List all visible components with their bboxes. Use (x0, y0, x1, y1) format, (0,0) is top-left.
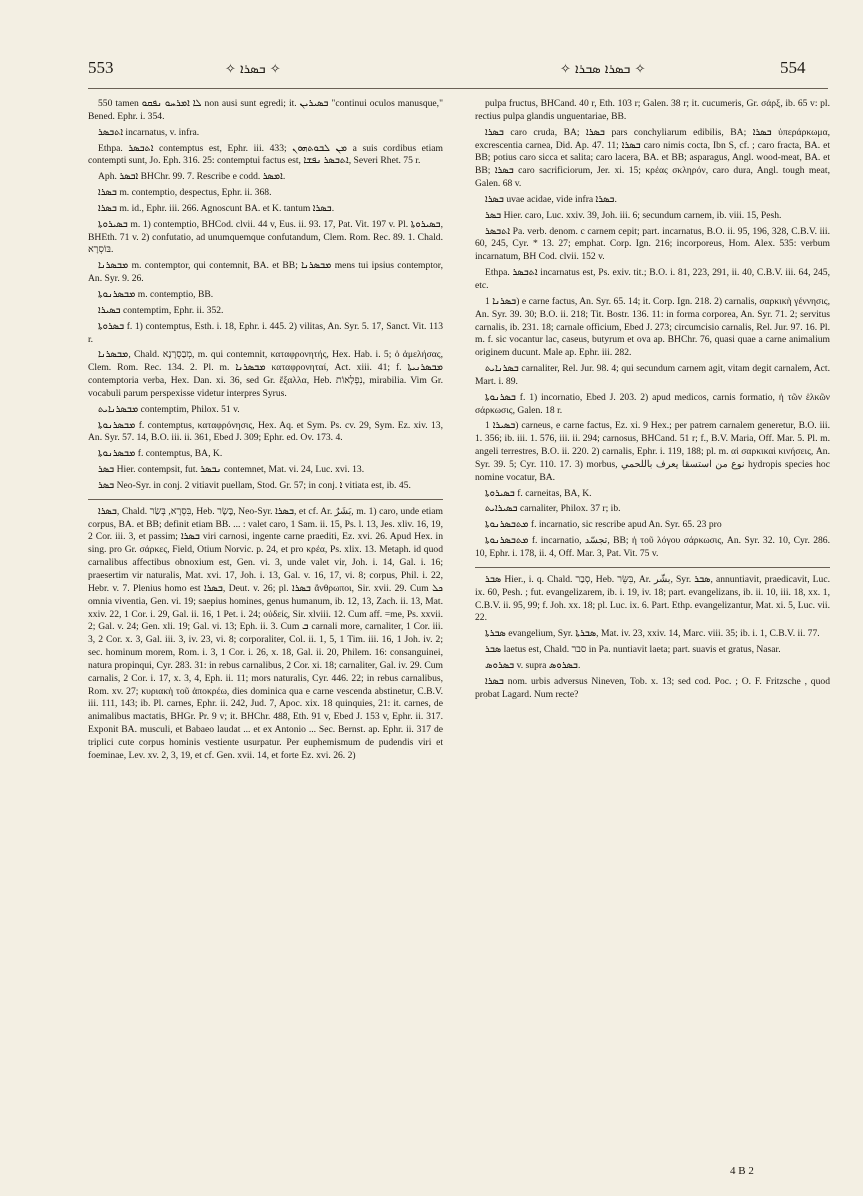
dictionary-entry: Ethpa. ܐܬܒܣܪ incarnatus est, Ps. exiv. tit.; B.O. i. 81, 223, 291, ii. 40, C.B.V. iii. 64, 245, etc. (475, 267, 830, 291)
dictionary-entry: ܒܣܝܪܘܬܐ f. carneitas, BA, K. (485, 487, 592, 499)
right-column (475, 98, 830, 704)
dictionary-entry: ܒܣܪܢܘܬܐ f. 1) incornatio, Ebed J. 203. 2) apud medicos, carnis formatio, ἡ τῶν ἑλκῶν σάρκωσις, Galen. 18 r. (475, 391, 830, 416)
right-top-entries (475, 98, 830, 561)
dictionary-entry: ܒܣܪܐ m. contemptio, despectus, Ephr. ii. 368. (98, 187, 272, 199)
left-column (88, 98, 443, 766)
dictionary-entry: pulpa fructus, BHCand. 40 r, Eth. 103 r; Galen. 38 r; it. cucumeris, Gr. σάρξ, ib. 65 v: pl. rectius pulpa glandis unguentariae, BB. (475, 98, 830, 122)
dictionary-entry: ܒܣܝܪܘܬܐ m. 1) contemptio, BHCod. clvii. 44 v, Eus. ii. 93. 17, Pat. Vit. 197 v. Pl. ܒܣܝܪܘܬܐ, BHEth. 71 v. 2) confutatio, ad unumquemque confutandum, Clem. Rom. Rec. 89. 1. Chald. בּוֹסְרָא. (88, 218, 443, 256)
dictionary-entry: 550 tamen ܠܐ ܐܡܪܚܘ ܢܦܩܘ non ausi sunt egredi; it. ܒܣܝܪܝܢ "continui oculos manusque," Bened. Ephr. i. 354. (88, 98, 443, 122)
dictionary-entry: ܒܣܝܪܐ contemptim, Ephr. ii. 352. (98, 304, 224, 316)
dictionary-entry: ܒܣܝܪܐܝܬ carnaliter, Philox. 37 r; ib. (485, 503, 621, 515)
dictionary-entry: ܒܣܪܢܐܝܬ carnaliter, Rel. Jur. 98. 4; qui secundum carnem agit, vitam degit carnalem, Act. Mart. i. 89. (475, 363, 830, 387)
dictionary-entry: ܒܣܝܪܐ 1) carneus, e carne factus, Ez. xi. 9 Hex.; per patrem carnalem generetur, B.O. iii. 1. 356; ib. iii. 1. 576, iii. ii. 294; carnosus, BHCand. 51 r; f., B.V. Maria, Off. Mar. 5. Pl. m. angeli terrestres, B.O. ii. 220. 2) carnalis, Ephr. i. 119, 188; pl. m. αἱ σαρκικαὶ κινήσεις, An. Syr. 39. 5; Cyr. 110. 17. 3) morbus, نوع من استسقا يعرف باللحمي hydropis species hoc nomine vocatur, BA. (475, 420, 830, 483)
header-rule (88, 88, 828, 89)
running-head-left: ✧ ܒܣܪܐ ✧ (225, 62, 281, 77)
dictionary-entry: ܐܬܒܣܪ incarnatus, v. infra. (98, 126, 200, 138)
dictionary-entry: ܒܣܪ Hier. contempsit, fut. ܢܒܣܪ contemnet, Mat. vi. 24, Luc. xvi. 13. (98, 464, 365, 476)
dictionary-entry: ܒܣܪ Neo-Syr. in conj. 2 vitiavit puellam, Stod. Gr. 57; in conj. ܐ vitiata est, ib. 45. (98, 479, 411, 491)
dictionary-entry: ܐܬܒܣܪ Pa. verb. denom. c carnem cepit; part. incarnatus, B.O. ii. 95, 196, 328, C.B.V. iii. 60, 245, Cyr. * 13. 27; emphat. Corp. Ign. 216; incorporeus, Hom. Alex. 535: verbum incarnatum, BH Cod. clvii. 152 v. (475, 225, 830, 263)
dictionary-entry: ܣܒܪܬܐ evangelium, Syr. ܣܒܪܬܐ, Mat. iv. 23, xxiv. 14, Marc. viii. 35; ib. i. 1, C.B.V. ii. 77. (485, 628, 820, 640)
dictionary-entry: ܒܣܪܘܬܐ f. 1) contemptus, Esth. i. 18, Ephr. i. 445. 2) vilitas, An. Syr. 5. 17, Sanct. Vit. 113 r. (88, 320, 443, 345)
signature-mark: 4 B 2 (730, 1165, 754, 1177)
dictionary-entry: ܡܬܒܣܪܢܘܬܐ f. incarnatio, تجسّد, BB; ἡ τοῦ λόγου σάρκωσις, An. Syr. 32. 10, Cyr. 286. 10, Ephr. i. 178, ii. 4, Off. Mar. 3, Pat. Vit. 75 v. (475, 535, 830, 559)
dictionary-entry: ܣܒܪ laetus est, Chald. סבר in Pa. nuntiavit laeta; part. suavis et gratus, Nasar. (485, 644, 781, 656)
dictionary-entry: ܒܣܪܘܣ v. supra ܒܣܪܘܣ. (485, 659, 581, 671)
dictionary-entry: ܡܒܣܪܢܐ m. contemptor, qui contemnit, BA. et BB; ܡܒܣܪܢܐ mens tui ipsius contemptor, An. Syr. 9. 26. (88, 260, 443, 285)
dictionary-entry: ܡܒܣܪܢܐ, Chald. מְבַסְרָנָא, m. qui contemnit, καταφρονητής, Hex. Hab. i. 5; ὁ ἀμελήσας, Clem. Rom. Rec. 134. 2. Pl. m. ܡܒܣܪܢܐ καταφρονηταί, Act. xiii. 41; f. ܡܒܣܪܢܝܬܐ contemptoria verba, Hex. Dan. xi. 36, sed Gr. ἔξαλλα, Heb. נִפְלָאוֹת, mirabilia. Vim Gr. vocabuli parum perspexisse videtur interpres Syrus. (88, 349, 443, 399)
dictionary-entry: ܒܣܪܐ m. id., Ephr. iii. 266. Agnoscunt BA. et K. tantum ܒܣܪܐ. (98, 202, 335, 214)
left-top-entries (88, 98, 443, 493)
dictionary-entry: ܡܬܒܣܪܢܘܬܐ f. incarnatio, sic rescribe apud An. Syr. 65. 23 pro (485, 519, 722, 531)
running-head-right: ✧ ܒܣܪܐ ܣܒܪܐ ✧ (560, 62, 646, 77)
right-bottom-entries (475, 574, 830, 702)
page-number-right: 554 (780, 58, 806, 77)
left-section-divider (88, 499, 443, 500)
dictionary-entry: ܡܒܣܪܢܐܝܬ contemptim, Philox. 51 v. (98, 403, 240, 415)
dictionary-entry: ܒܣܪܐ uvae acidae, vide infra ܒܣܪܐ. (485, 193, 617, 205)
dictionary-entry: ܣܒܪ Hier., i. q. Chald. סְבַר, Heb. בִּשֵּׂר, Ar. بشّر, Syr. ܣܒܪ, annuntiavit, praedicavit, Luc. ix. 60, Pesh. ; fut. evangelizarem, ib. i. 19, iv. 18; part. evangelizans, ib. ii. 10, iii. 18, xx. 1, C.B.V. ii. 95, 99; f. Joh. xx. 18; pl. Luc. ix. 6. Part. Ethp. evangelizantur, Mat. xi. 5, Luc. vii. 22. (475, 573, 830, 624)
dictionary-entry: ܒܣܪܢܐ 1) e carne factus, An. Syr. 65. 14; it. Corp. Ign. 218. 2) carnalis, σαρκικὴ γέννησις, An. Syr. 39. 30; B.O. ii. 218; Tit. Bostr. 136. 11: in forma corporea, An. Syr. 71. 2; servitus carnalis, ib. 231. 18; carnale officium, Ebed J. 273; circumcisio carnalis, Rel. Jur. 97. 16. Pl. m. f. sic vocantur lac, caseus, butyrum et ova ap. BHChr. 76, quasi quae a carne animalium originem ducunt. Male ap. Ephr. iii. 282. (475, 295, 831, 359)
dictionary-entry: ܡܒܣܪܢܘܬܐ f. contemptus, καταφρόνησις, Hex. Aq. et Sym. Ps. cv. 29, Sym. Ez. xiv. 13, An. Syr. 57. 14, B.O. iii. ii. 361, Ebed J. 309; Ephr. ed. Ov. 173. 4. (88, 419, 443, 444)
dictionary-entry: ܡܒܣܪܢܘܬܐ m. contemptio, BB. (98, 288, 214, 300)
dictionary-entry: Ethpa. ܐܬܒܣܪ contemptus est, Ephr. iii. 433; ܡܢ ܠܒܘܬܗܘܢ a suis cordibus etiam contempti sunt, Jo. Eph. 316. 25: contemptui factus est, ܐܬܒܣܪ ܢܦܫܐ, Severi Rhet. 75 r. (88, 142, 443, 167)
dictionary-entry: ܡܒܣܪܢܘܬܐ f. contemptus, BA, K. (98, 448, 223, 460)
right-section-divider (475, 567, 830, 568)
dictionary-entry: ܒܣܪܐ caro cruda, BA; ܒܣܪܐ pars conchyliarum edibilis, BA; ܒܣܪܐ ὑπεράρκωμα, excrescentia carnea, Did. Ap. 47. 11; ܒܣܪܐ caro nimis cocta, Ibn S, cf. ; caro fracta, BA. et BB; potius caro sicca et salita; caro lacera, BA. et BB; asparagus, Angl. wood-meat, BA. et BB; ܒܣܪܐ caro sacrificiorum, Jer. xi. 15; κρέας σκληρόν, caro dura, Angl. tough meat, Galen. 68 v. (475, 126, 830, 190)
dictionary-entry: Aph. ܐܒܣܪ BHChr. 99. 7. Rescribe e codd. ܐܡܣܪ. (98, 171, 286, 183)
dictionary-entry: ܒܣܪܐ nom. urbis adversus Nineven, Tob. x. 13; sed cod. Poc. ; O. F. Fritzsche , quod probat Lagard. Num recte? (475, 675, 830, 700)
dictionary-entry: ܒܣܪܐ, Chald. בִּסְרָא, בְּשַׂר, Heb. בָּשָׂר, Neo-Syr. ܒܣܪܐ, et cf. Ar. بَشَرٌ, m. 1) caro, unde etiam corpus, BA. et BB; definit etiam BB. ... : valet caro, 1 Sam. ii. 15, Ps. l. 13, Jes. xliv. 16, 19, 2 Cor. iii. 3, et passim; ܒܣܪܐ viri carnosi, ingente carne praediti, Ez. xvi. 26. Apud Hex. in sing. pro Gr. σάρκες, Field, Otium Norvic. p. 24, et pro κρέα, Ps. xlix. 13. Metaph. id quod carnalibus affectibus obnoxium est, Gen. vi. 3, unde valet vir, Joh. i. 14, Gal. i. 16; praesertim vir naturalis, Mat. xvi. 17, Joh. i. 13, Gal. v. 16, 17, vi. 8; corpus, Phil. i. 22, Hebr. v. 7. Plenius homo est ܒܣܪܐ, Deut. v. 26; pl. ܒܣܪܐ ἄνθρωποι, Sir. xvii. 29. Cum ܟܠ omnia viventia, Gen. vi. 19; saepius homines, genus humanum, ib. 12, 13, Zach. ii. 13, Mat. xxiv. 22, 1 Cor. i. 29, Gal. ii. 16, 1 Pet. i. 24; οὐδείς, Sir. xlviii. 12. Cum aff. =me, Ps. xxvii. 2; Gal. v. 24; Gen. xli. 19; Gal. vi. 13; Eph. ii. 3. Cum ܒ carnali more, carnaliter, 1 Cor. iii. 3, 2 Cor. x. 3, Gal. iii. 3, iv. 23, vi. 8; corporaliter, Col. ii. 1, 5, 1 Tim. iii. 16, 1 Joh. iv. 2; sec. hominum morem, Rom. i. 3, 1 Cor. i. 26, x. 18, Gal. ii. 20, Philem. 16: consanguinei, natura propinqui, Cyr. 283. 31: in rebus carnalibus, 2 Cor. xi. 18; carnaliter, Gal. iv. 29. Cum carnalis, 2 Cor. i. 17, x. 3, 4, Eph. ii. 11; mors naturalis, Cyr. 446. 22; in rebus carnalibus, Rom. xv. 27; κυριακὴ τοῦ ἀποκρέω, dies dominica qua e carne vescenda abstinetur, C.B.V. iii. 111, 143; ib. Pl. carnes, Ephr. ii. 242, Jud. 7, Apoc. xix. 18 quinquies, 21: it. carnes, de animalibus mactatis, BHGr. Pr. 9 v; it. BHChr. 488, Eth. 91 v, Ebed J. 153 v, Ephr. ii. 317. Exponit BA. musculi, et Babaeo laudat ... et ex Antonio ... Sec. Bernst. ap. Ephr. ii. 317 de triplici cute corpus hominis vestiente usurpatur. Per euphemismum de pudendis viri et foeminae, Lev. xv. 2, 3, 19, et cf. Gen. xvii. 14, et forte Ez. xvi. 26. 2) (88, 505, 444, 761)
page-number-left: 553 (88, 58, 114, 77)
left-bottom-entries (88, 506, 443, 763)
dictionary-entry: ܒܣܪ Hier. caro, Luc. xxiv. 39, Joh. iii. 6; secundum carnem, ib. viii. 15, Pesh. (485, 209, 782, 221)
